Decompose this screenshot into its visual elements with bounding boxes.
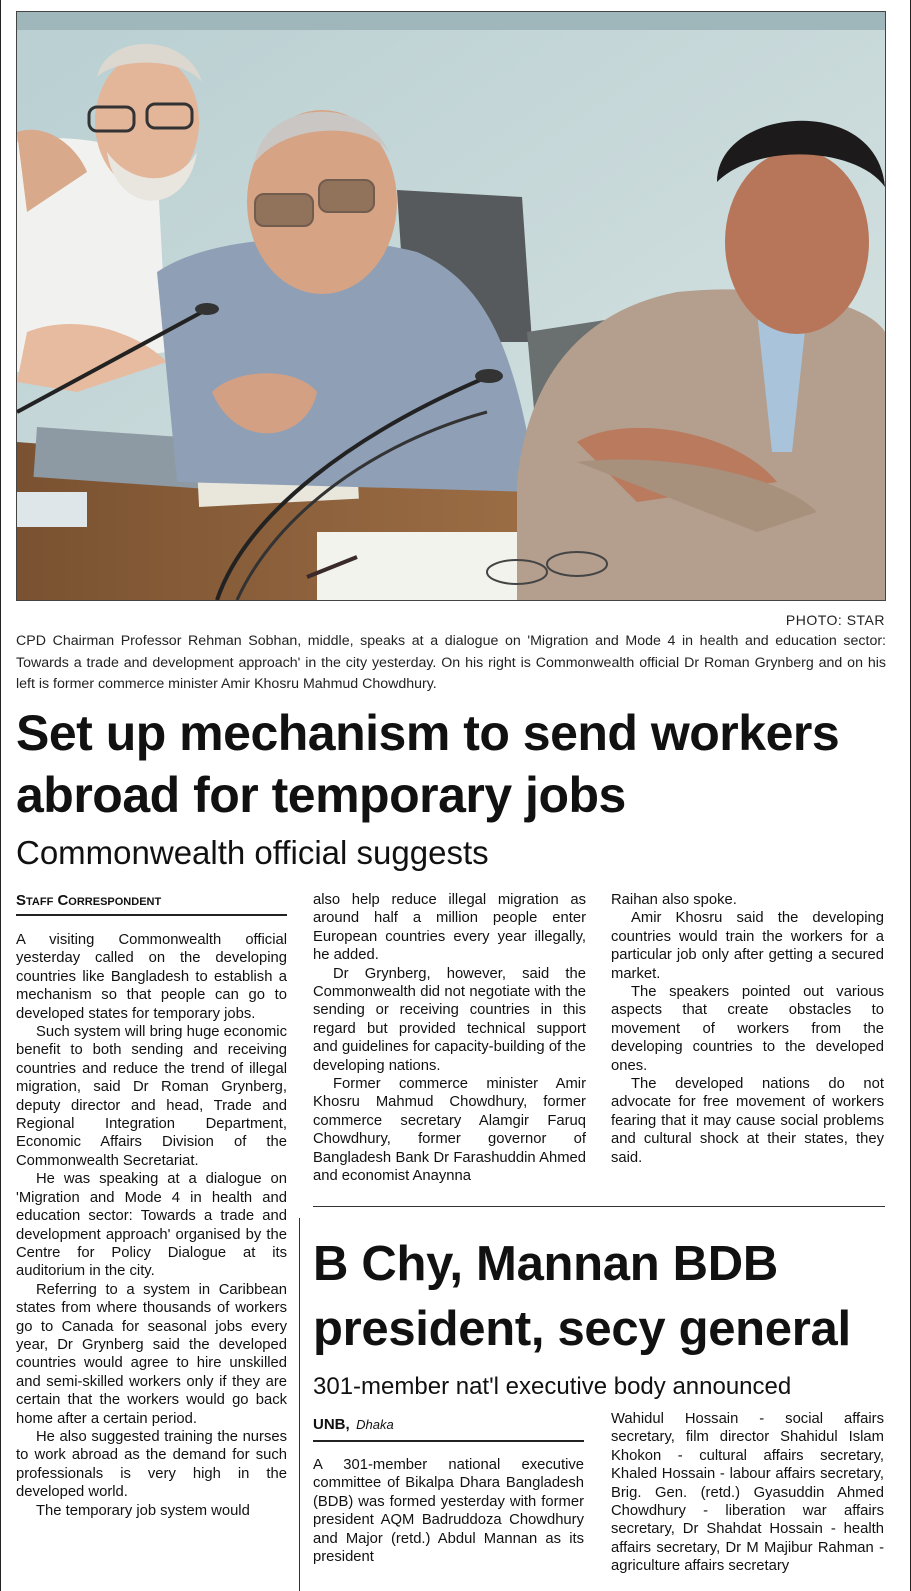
paragraph: Raihan also spoke. [611,892,737,908]
article2-column-2 [611,1410,884,1576]
photo-caption: CPD Chairman Professor Rehman Sobhan, middle, speaks at a dialogue on 'Migration and Mode 4 in health and education sector: Towards a trade and development approach' in the city yesterday. On his right is Commonwealth official Dr Roman Grynberg and on his left is former commerce minister Amir Khosru Mahmud Chowdhury. [16,633,886,692]
paragraph: He was speaking at a dialogue on 'Migration and Mode 4 in health and education sector: Towards a trade and development approach' organised by the Centre for Policy Dialogue at its auditorium in the city. [16,1171,287,1280]
subheadline: Commonwealth official suggests [16,834,489,871]
paragraph: Such system will bring huge economic benefit to both sending and receiving countries and reduce the trend of illegal migration, said Dr Roman Grynberg, deputy director and head, Trade and Regional Integration Department, Economic Affairs Division of the Commonwealth Secretariat. [16,1024,287,1169]
article-column-3 [611,891,884,1167]
article-column-2 [313,891,586,1186]
paragraph: Wahidul Hossain - social affairs secretary, film director Shahidul Islam Khokon - cultural affairs secretary, Khaled Hossain - labour affairs secretary, Brig. Gen. (retd.) Gyasuddin Ahmed Chowdhury - liberation war affairs secretary, Dr Shahdat Hossain - health affairs secretary, Dr M Majibur Rahman - agriculture affairs secretary [611,1411,884,1575]
paragraph: Referring to a system in Caribbean states from where thousands of workers go to Canada for seasonal jobs every year, Dr Grynberg said the developed countries would agree to hire unskilled and semi-skilled workers only if they are certain that the workers would go back home after a certain period. [16,1281,287,1427]
news-photo [16,11,886,601]
byline-agency: UNB, [313,1416,350,1433]
paragraph: also help reduce illegal migration as around half a million people enter European countries every year illegally, he added. [313,892,586,964]
subheadline-2: 301-member nat'l executive body announced [313,1373,792,1400]
article-column-1 [16,931,287,1520]
paragraph: Dr Grynberg, however, said the Commonwealth did not negotiate with the sending or receiving countries in this regard but provided technical support and guidelines for capacity-building of the developing nations. [313,965,586,1074]
article2-column-1 [313,1456,584,1566]
paragraph: A 301-member national executive committee of Bikalpa Dhara Bangladesh (BDB) was formed yesterday with former president AQM Badruddoza Chowdhury and Major (retd.) Abdul Mannan as its president [313,1457,584,1566]
paragraph: The developed nations do not advocate for free movement of workers fearing that it may cause social problems and cultural shock at their states, they said. [611,1076,884,1166]
paragraph: A visiting Commonwealth official yesterday called on the developing countries like Bangladesh to establish a mechanism so that people can go to developed states for temporary jobs. [16,932,287,1022]
paragraph: The temporary job system would [36,1502,250,1519]
paragraph: He also suggested training the nurses to work abroad as the demand for such professionals is very high in the developed world. [16,1428,287,1501]
paragraph: Amir Khosru said the developing countries would train the workers for a particular job only after getting a secured market. [611,910,884,982]
byline-place: Dhaka [356,1417,394,1432]
paragraph: The speakers pointed out various aspects that create obstacles to movement of workers from the developing countries to the developed ones. [611,984,884,1074]
headline-2: B Chy, Mannan BDB president, secy general [313,1237,851,1356]
byline-2 [313,1416,584,1442]
column-divider [299,1218,300,1591]
section-divider [313,1206,885,1207]
photo-credit: PHOTO: STAR [785,612,885,628]
paragraph: Former commerce minister Amir Khosru Mahmud Chowdhury, former commerce secretary Alamgir Faruq Chowdhury, former governor of Bangladesh Bank Dr Farashuddin Ahmed and economist Anaynna [313,1076,586,1185]
headline: Set up mechanism to send workers abroad for temporary jobs [16,705,840,823]
byline: Staff Correspondent [16,892,287,916]
